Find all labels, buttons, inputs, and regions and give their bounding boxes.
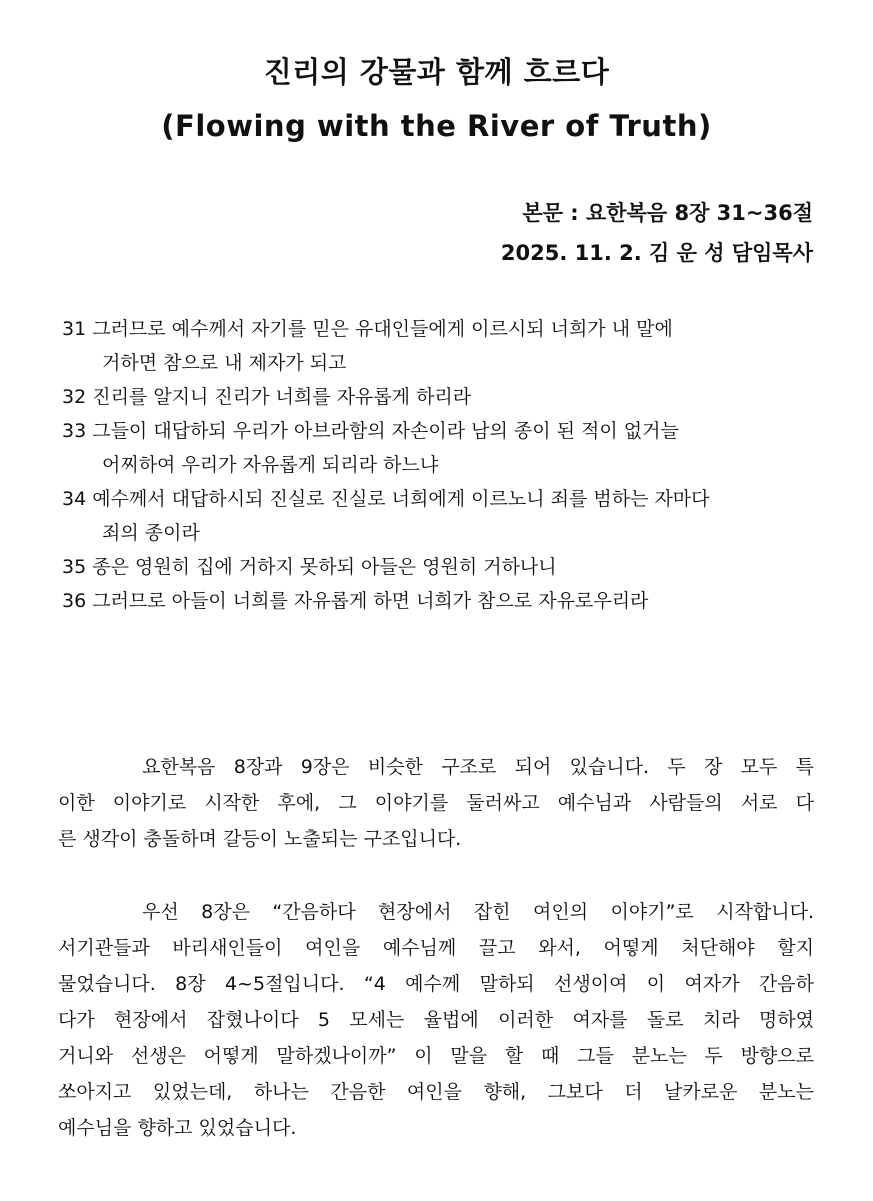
verse-item (62, 584, 822, 618)
date-and-preacher: 2025. 11. 2. 김 운 성 담임목사 (500, 241, 813, 265)
scripture-reference: 본문 : 요한복음 8장 31~36절 (522, 201, 813, 225)
paragraph-line: 우선 8장은 “간음하다 현장에서 잡힌 여인의 이야기”로 시작합니다. (142, 901, 814, 923)
verse-continuation: 거하면 참으로 내 제자가 되고 (102, 352, 347, 374)
paragraph-line: 이한 이야기로 시작한 후에, 그 이야기를 둘러싸고 예수님과 사람들의 서로 다 (58, 792, 814, 814)
scripture-verses (62, 312, 822, 618)
verse-item (62, 312, 822, 380)
verse-line: 34 예수께서 대답하시되 진실로 진실로 너희에게 이르노니 죄를 범하는 자마다 (62, 488, 710, 510)
verse-line: 33 그들이 대답하되 우리가 아브라함의 자손이라 남의 종이 된 적이 없거늘 (62, 420, 679, 442)
verse-item (62, 482, 822, 550)
paragraph-line: 물었습니다. 8장 4~5절입니다. “4 예수께 말하되 선생이여 이 여자가 간음하 (58, 973, 814, 995)
verse-continuation: 어찌하여 우리가 자유롭게 되리라 하느냐 (102, 454, 439, 476)
paragraph-line: 다가 현장에서 잡혔나이다 5 모세는 율법에 이러한 여자를 돌로 치라 명하였 (58, 1009, 814, 1031)
paragraph-line: 른 생각이 충돌하며 갈등이 노출되는 구조입니다. (58, 828, 462, 850)
paragraph-line: 예수님을 향하고 있었습니다. (58, 1117, 297, 1139)
verse-item (62, 380, 822, 414)
verse-item (62, 414, 822, 482)
verse-continuation: 죄의 종이라 (102, 522, 200, 544)
paragraph-line: 쏘아지고 있었는데, 하나는 간음한 여인을 향해, 그보다 더 날카로운 분노는 (58, 1081, 814, 1103)
verse-line: 32 진리를 알지니 진리가 너희를 자유롭게 하리라 (62, 386, 472, 408)
paragraph-line: 서기관들과 바리새인들이 여인을 예수님께 끌고 와서, 어떻게 처단해야 할지 (58, 937, 814, 959)
body-paragraph (58, 749, 814, 857)
verse-line: 35 종은 영원히 집에 거하지 못하되 아들은 영원히 거하나니 (62, 556, 557, 578)
body-paragraph (58, 894, 814, 1146)
sermon-title-english: (Flowing with the River of Truth) (161, 109, 712, 143)
verse-line: 31 그러므로 예수께서 자기를 믿은 유대인들에게 이르시되 너희가 내 말에 (62, 318, 673, 340)
paragraph-line: 거니와 선생은 어떻게 말하겠나이까” 이 말을 할 때 그들 분노는 두 방향으로 (58, 1045, 814, 1067)
verse-item (62, 550, 822, 584)
paragraph-line: 요한복음 8장과 9장은 비슷한 구조로 되어 있습니다. 두 장 모두 특 (142, 756, 814, 778)
sermon-title: 진리의 강물과 함께 흐르다 (263, 55, 610, 89)
verse-line: 36 그러므로 아들이 너희를 자유롭게 하면 너희가 참으로 자유로우리라 (62, 590, 649, 612)
